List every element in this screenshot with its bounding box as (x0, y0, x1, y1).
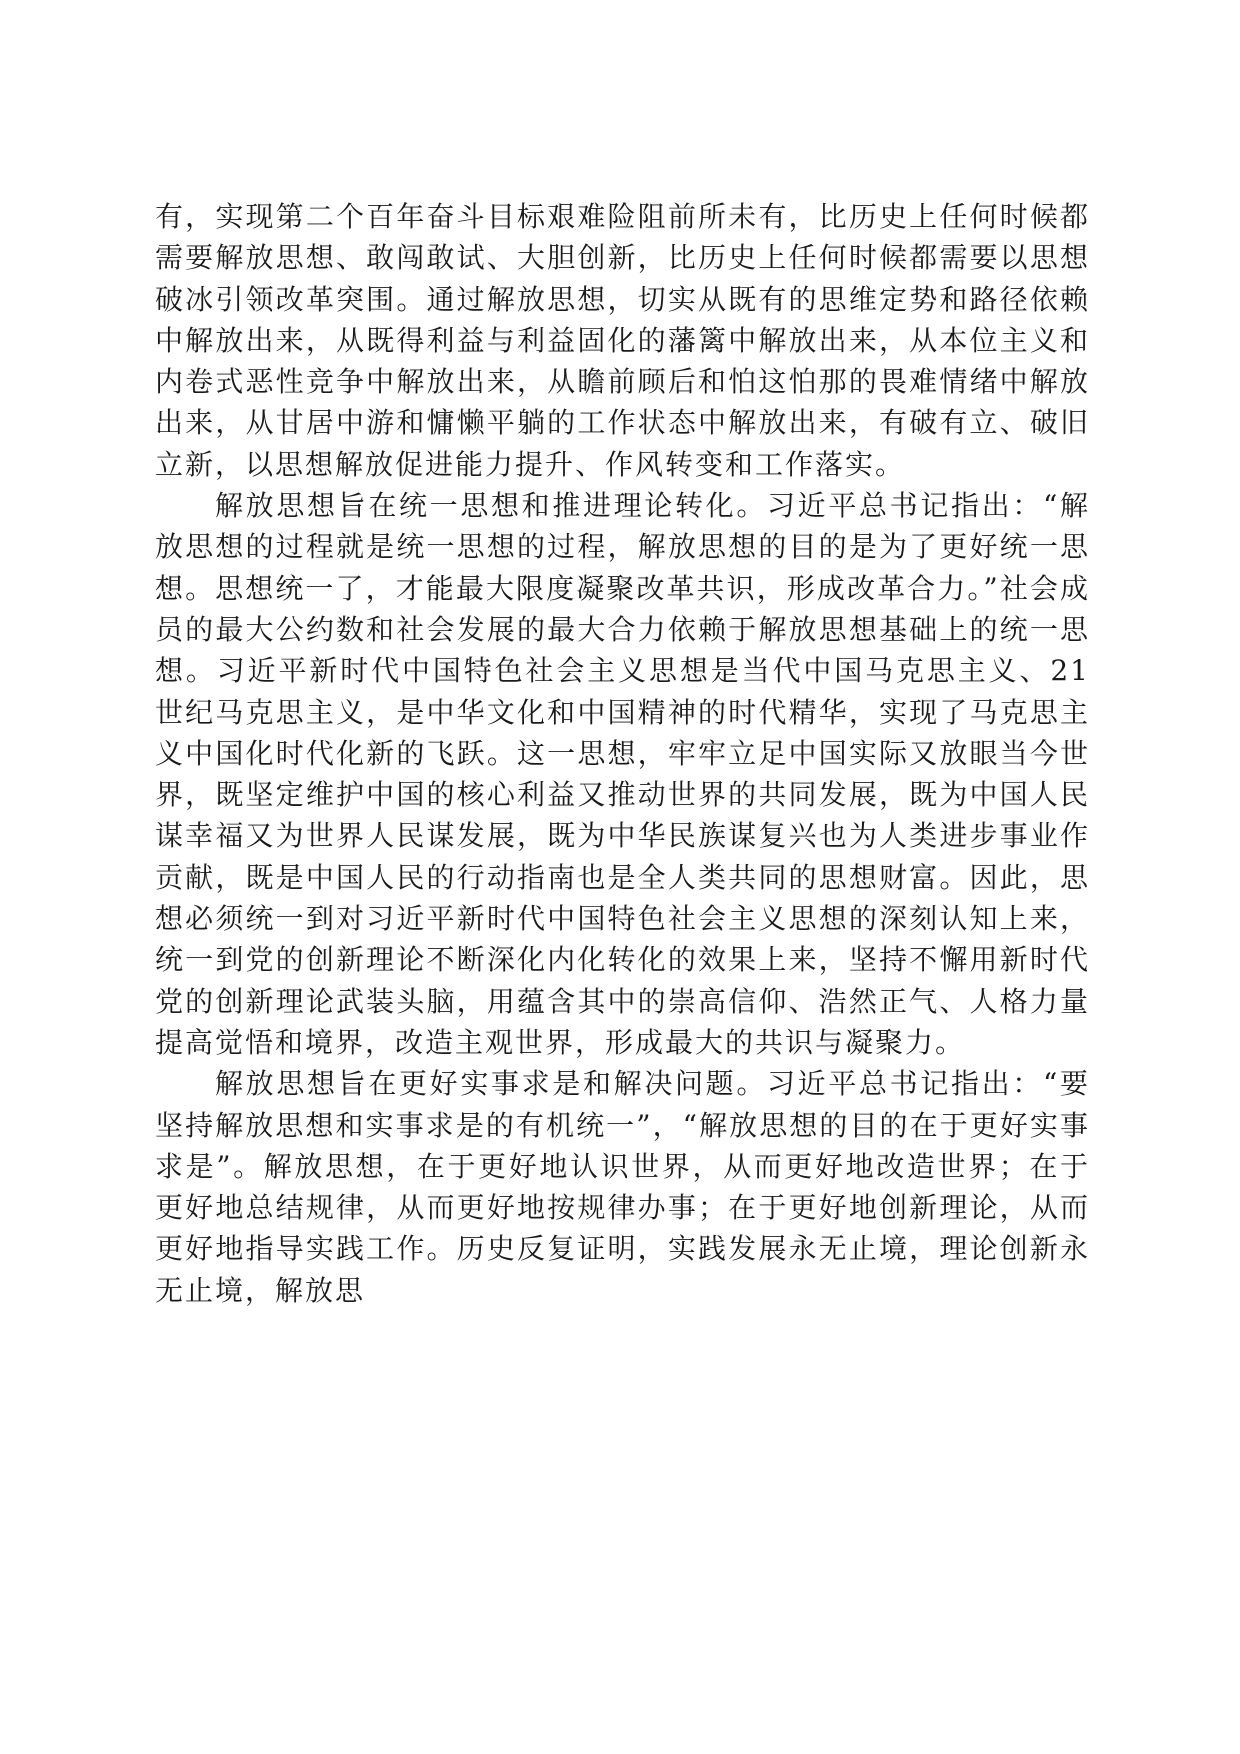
document-body (155, 196, 1090, 1311)
paragraph-seek-truth: 解放思想旨在更好实事求是和解决问题。习近平总书记指出：“要坚持解放思想和实事求是的有机统一”，“解放思想的目的在于更好实事求是”。解放思想，在于更好地认识世界，从而更好地改造世界；在于更好地总结规律，从而更好地按规律办事；在于更好地创新理论，从而更好地指导实践工作。历史反复证明，实践发展永无止境，理论创新永无止境，解放思 (155, 1067, 1090, 1307)
paragraph-unify-thought: 解放思想旨在统一思想和推进理论转化。习近平总书记指出：“解放思想的过程就是统一思想的过程，解放思想的目的是为了更好统一思想。思想统一了，才能最大限度凝聚改革共识，形成改革合力。”社会成员的最大公约数和社会发展的最大合力依赖于解放思想基础上的统一思想。习近平新时代中国特色社会主义思想是当代中国马克思主义、21世纪马克思主义，是中华文化和中国精神的时代精华，实现了马克思主义中国化时代化新的飞跃。这一思想，牢牢立足中国实际又放眼当今世界，既坚定维护中国的核心利益又推动世界的共同发展，既为中国人民谋幸福又为世界人民谋发展，既为中华民族谋复兴也为人类进步事业作贡献，既是中国人民的行动指南也是全人类共同的思想财富。因此，思想必须统一到对习近平新时代中国特色社会主义思想的深刻认知上来，统一到党的创新理论不断深化内化转化的效果上来，坚持不懈用新时代党的创新理论武装头脑，用蕴含其中的崇高信仰、浩然正气、人格力量提高觉悟和境界，改造主观世界，形成最大的共识与凝聚力。 (155, 489, 1090, 1059)
paragraph-continuation: 有，实现第二个百年奋斗目标艰难险阻前所未有，比历史上任何时候都需要解放思想、敢闯敢试、大胆创新，比历史上任何时候都需要以思想破冰引领改革突围。通过解放思想，切实从既有的思维定势和路径依赖中解放出来，从既得利益与利益固化的藩篱中解放出来，从本位主义和内卷式恶性竞争中解放出来，从瞻前顾后和怕这怕那的畏难情绪中解放出来，从甘居中游和慵懒平躺的工作状态中解放出来，有破有立、破旧立新，以思想解放促进能力提升、作风转变和工作落实。 (155, 200, 1090, 481)
